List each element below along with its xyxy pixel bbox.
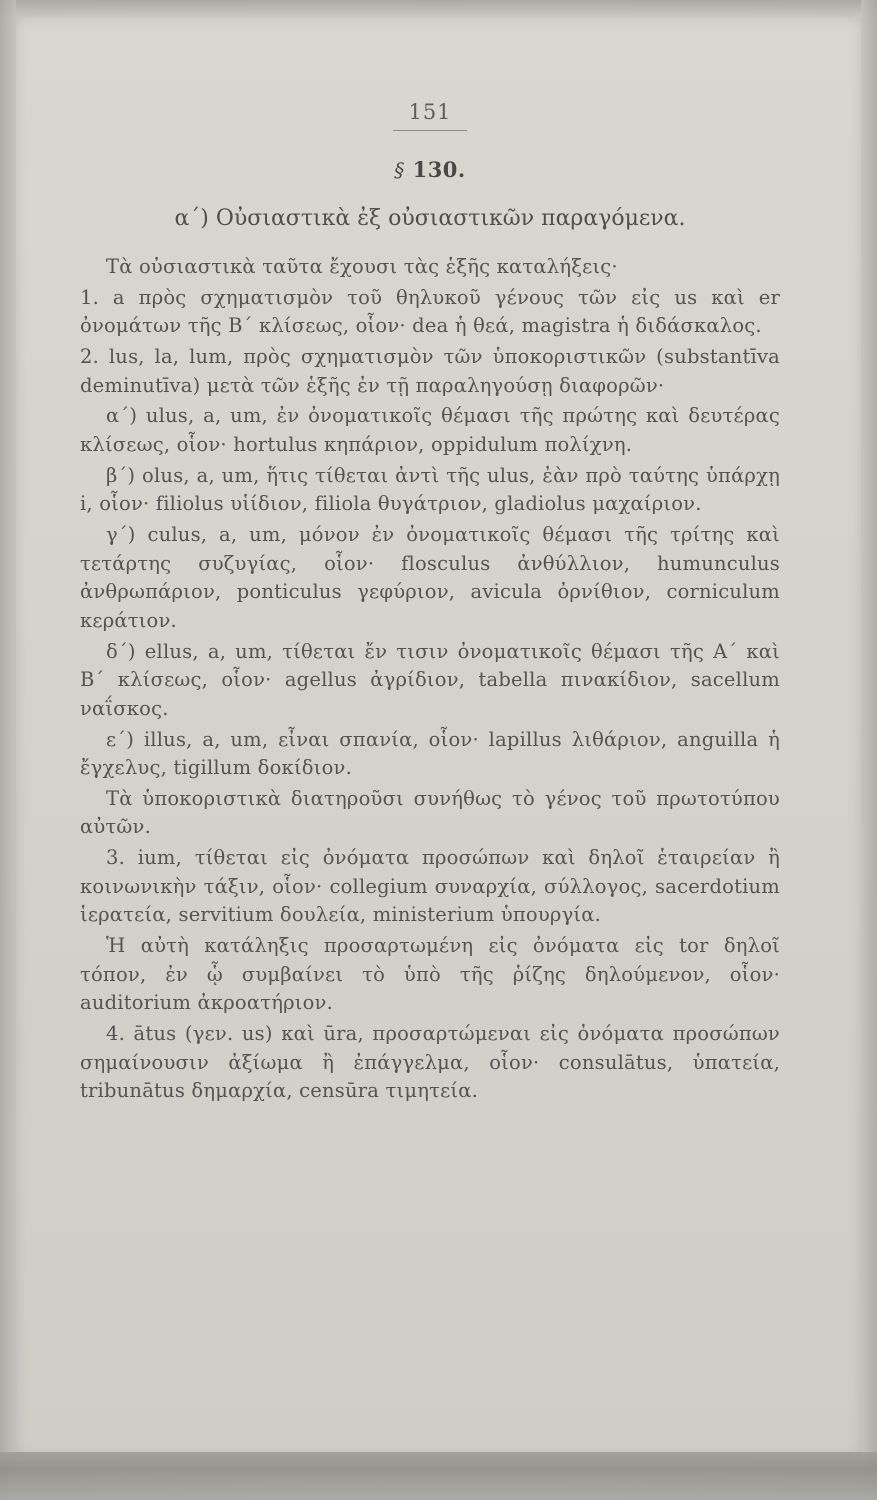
paragraph-item-1: 1. a πρὸς σχηματισμὸν τοῦ θηλυκοῦ γένους τῶν εἰς us καὶ er ὀνομάτων τῆς Β΄ κλίσεως, οἷον· dea ἡ θεά, magistra ἡ διδάσκαλος. <box>80 285 780 338</box>
paragraph-item-2d: δ΄) ellus, a, um, τίθεται ἔν τισιν ὀνοματικοῖς θέμασι τῆς Α΄ καὶ Β΄ κλίσεως, οἷον· agellus ἀγρίδιον, tabella πινακίδιον, sacellum ναΐσκος. <box>80 639 780 720</box>
paragraph-item-3: 3. ium, τίθεται εἰς ὀνόματα προσώπων καὶ δηλοῖ ἑταιρείαν ἢ κοινωνικὴν τάξιν, οἷον· collegium συναρχία, σύλλογος, sacerdotium ἱερατεία, servitium δουλεία, ministerium ὑπουργία. <box>80 846 780 927</box>
paragraph-item-2c: γ΄) culus, a, um, μόνον ἐν ὀνοματικοῖς θέμασι τῆς τρίτης καὶ τετάρτης συζυγίας, οἷον· flosculus ἀνθύλλιον, humunculus ἀνθρωπάριον, ponticulus γεφύριον, avicula ὀρνίθιον, corniculum κεράτιον. <box>80 522 780 632</box>
paragraph-item-4: 4. ātus (γεν. us) καὶ ūra, προσαρτώμεναι εἰς ὀνόματα προσώπων σημαίνουσιν ἀξίωμα ἢ ἐπάγγελμα, οἷον· consulātus, ὑπατεία, tribunātus δημαρχία, censūra τιμητεία. <box>80 1022 780 1103</box>
paragraph-item-2a: α΄) ulus, a, um, ἐν ὀνοματικοῖς θέμασι τῆς πρώτης καὶ δευτέρας κλίσεως, οἷον· hortulus κηπάριον, oppidulum πολίχνη. <box>80 404 780 456</box>
paragraph-item-2b: β΄) olus, a, um, ἥτις τίθεται ἀντὶ τῆς ulus, ἐὰν πρὸ ταύτης ὑπάρχῃ i, οἷον· filiolus υἱίδιον, filiola θυγάτριον, gladiolus μαχαίριον. <box>80 463 780 516</box>
page-number: 151 <box>408 100 452 124</box>
section-subtitle: α΄) Οὐσιαστικὰ ἐξ οὐσιαστικῶν παραγόμενα. <box>174 206 686 231</box>
paragraph-item-2: 2. lus, la, lum, πρὸς σχηματισμὸν τῶν ὑποκοριστικῶν (substantīva deminutīva) μετὰ τῶν ἑξῆς ἐν τῇ παραληγούσῃ διαφορῶν· <box>80 344 780 397</box>
page-right-edge <box>861 0 877 1500</box>
paragraph-item-3-note: Ἡ αὐτὴ κατάληξις προσαρτωμένη εἰς ὀνόματα εἰς tor δηλοῖ τόπον, ἐν ᾧ συμβαίνει τὸ ὑπὸ τῆς ῥίζης δηλούμενον, οἷον· auditorium ἀκροατήριον. <box>80 934 780 1015</box>
section-symbol: § <box>394 158 405 182</box>
header-rule <box>393 130 467 131</box>
section-heading <box>80 157 780 182</box>
page-bottom-shadow <box>0 1452 877 1500</box>
paragraph-item-2e: ε΄) illus, a, um, εἶναι σπανία, οἷον· lapillus λιθάριον, anguilla ἡ ἔγχελυς, tigillum δοκίδιον. <box>80 727 780 780</box>
paragraph-intro: Τὰ οὐσιαστικὰ ταῦτα ἔχουσι τὰς ἑξῆς καταλήξεις· <box>106 255 618 278</box>
paragraph-item-2-note: Τὰ ὑποκοριστικὰ διατηροῦσι συνήθως τὸ γένος τοῦ πρωτοτύπου αὐτῶν. <box>80 786 780 839</box>
page-content <box>80 100 780 1108</box>
page-left-edge <box>0 0 16 1500</box>
section-number: 130. <box>412 157 466 182</box>
page-top-edge <box>0 0 877 18</box>
